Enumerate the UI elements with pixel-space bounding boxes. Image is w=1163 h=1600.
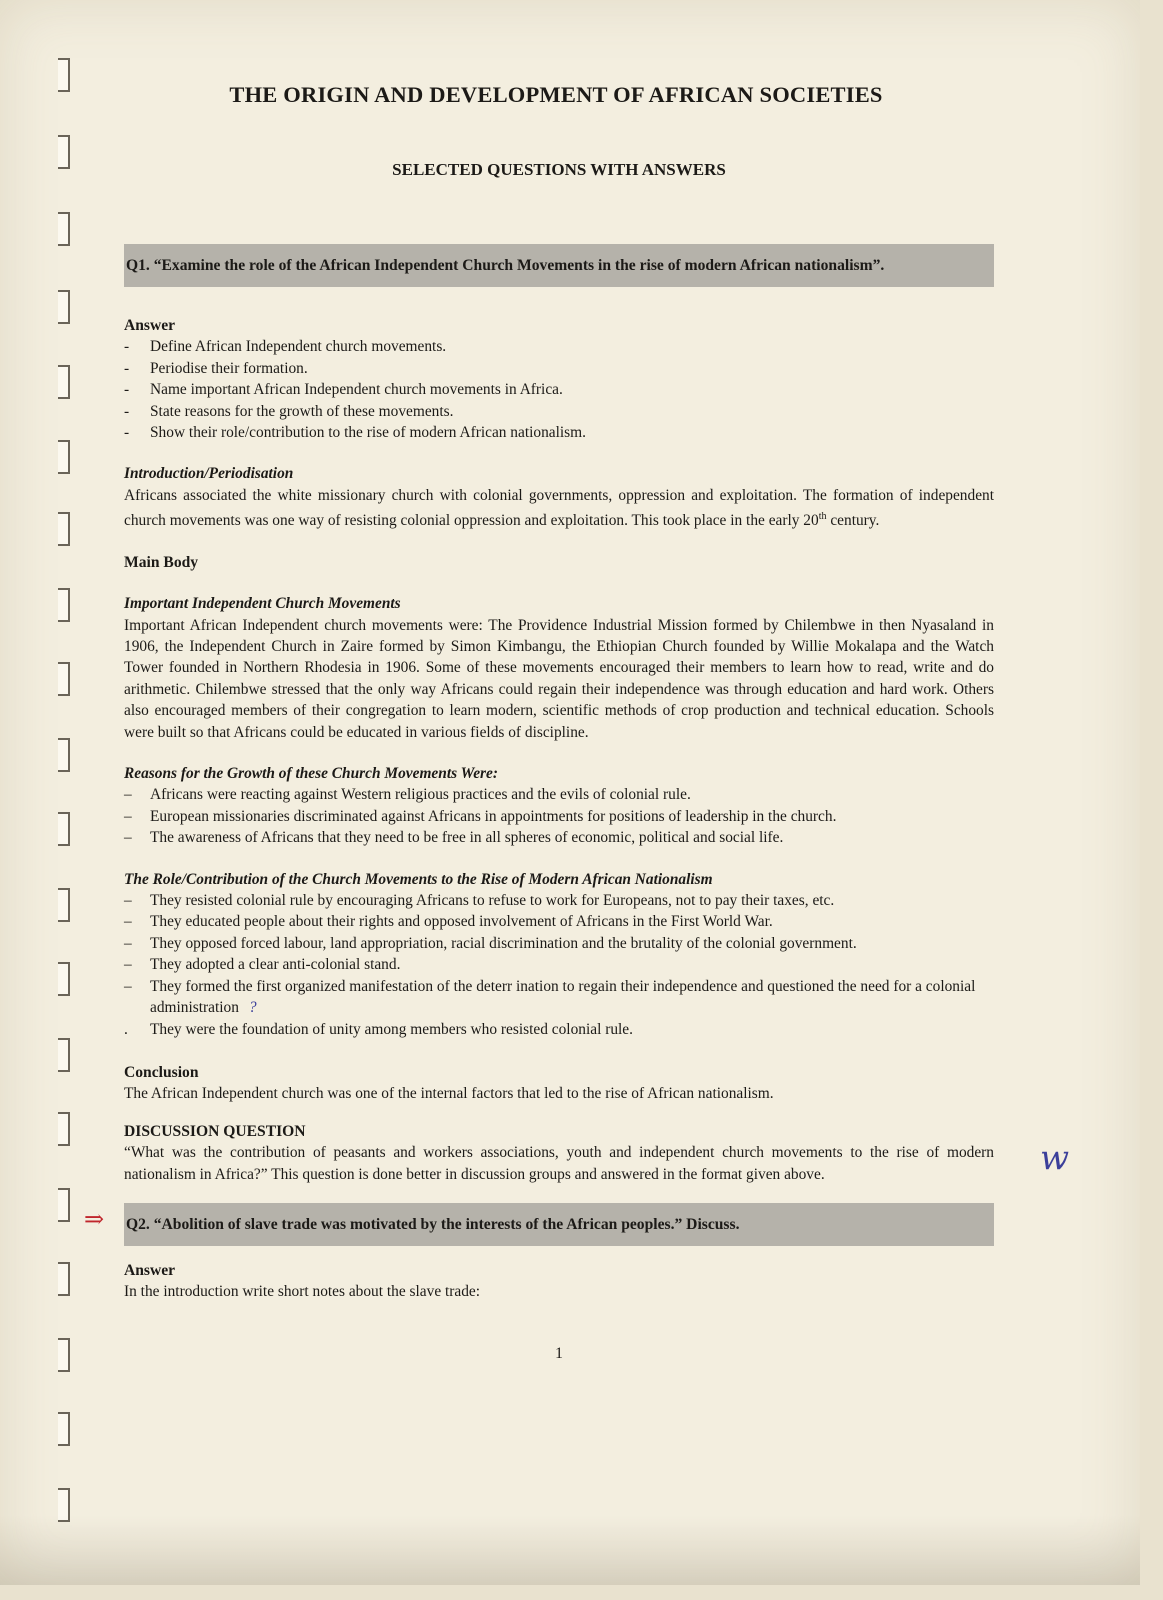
question-2-banner: ⇒ Q2. “Abolition of slave trade was motivated by the interests of the African peoples.” Discuss.	[124, 1203, 994, 1246]
red-arrow-icon: ⇒	[84, 1206, 105, 1233]
list-item: - Name important African Independent church movements in Africa.	[124, 381, 563, 399]
list-item: . They were the foundation of unity among members who resisted colonial rule.	[124, 1020, 633, 1038]
spiral-binding-holes	[28, 40, 72, 1560]
roles-list	[124, 890, 994, 1040]
document-content	[84, 80, 994, 1364]
list-item: - Define African Independent church movements.	[124, 338, 447, 356]
q1-answer-points	[124, 336, 994, 443]
list-item: – European missionaries discriminated against Africans in appointments for positions of leadership in the church.	[124, 807, 837, 825]
discussion-paragraph: “What was the contribution of peasants and workers associations, youth and independent church movements to the rise of modern nationalism in Africa?” This question is done better in discussion groups and answered in the format given above.	[124, 1144, 994, 1183]
list-item: – They formed the first organized manifestation of the deterr ination to regain their independence and questioned the need for a colonial administration ?	[124, 976, 994, 1019]
intro-heading: Introduction/Periodisation	[124, 465, 294, 483]
movements-paragraph: Important African Independent church movements were: The Providence Industrial Mission formed by Chilembwe in then Nyasaland in 1906, the Independent Church in Zaire formed by Simon Kimbangu, the Ethiopian Church founded by Willie Mokalapa and the Watch Tower founded in Northern Rhodesia in 1906. Some of these movements encouraged their members to learn how to read, write and do arithmetic. Chilembwe stressed that the only way Africans could regain their independence was through education and hard work. Others also encouraged members of their congregation to learn modern, scientific methods of crop production and technical education. Schools were built so that Africans could be educated in various fields of discipline.	[124, 616, 994, 741]
reasons-heading: Reasons for the Growth of these Church Movements Were:	[124, 765, 498, 783]
list-item: – They educated people about their rights and opposed involvement of Africans in the First World War.	[124, 913, 773, 931]
page-wear	[0, 1515, 1140, 1585]
document-title: THE ORIGIN AND DEVELOPMENT OF AFRICAN SOCIETIES	[229, 82, 883, 107]
q2-answer-label: Answer	[124, 1261, 176, 1279]
list-item: – They resisted colonial rule by encouraging Africans to refuse to work for Europeans, not to pay their taxes, etc.	[124, 892, 835, 910]
list-item: - Show their role/contribution to the rise of modern African nationalism.	[124, 424, 586, 442]
q1-answer-label: Answer	[124, 317, 176, 334]
handwritten-margin-mark: w	[1040, 1138, 1070, 1178]
movements-heading: Important Independent Church Movements	[124, 595, 401, 613]
list-item: - State reasons for the growth of these movements.	[124, 402, 454, 420]
discussion-label: DISCUSSION QUESTION	[124, 1122, 306, 1140]
role-heading: The Role/Contribution of the Church Movements to the Rise of Modern African Nationalism	[124, 870, 713, 888]
document-subtitle: SELECTED QUESTIONS WITH ANSWERS	[392, 160, 726, 179]
reasons-list	[124, 784, 994, 848]
intro-paragraph: Africans associated the white missionary church with colonial governments, oppression and exploitation. The formation of independent church movements was one way of resisting colonial oppression and exploitation. This took place in the early 20th century.	[124, 486, 994, 530]
conclusion-paragraph: The African Independent church was one of the internal factors that led to the rise of African nationalism.	[124, 1085, 774, 1103]
list-item: – They opposed forced labour, land appropriation, racial discrimination and the brutality of the colonial government.	[124, 934, 857, 952]
page-number: 1	[555, 1344, 563, 1362]
list-item: - Periodise their formation.	[124, 359, 308, 377]
list-item: – Africans were reacting against Western religious practices and the evils of colonial rule.	[124, 786, 691, 804]
conclusion-label: Conclusion	[124, 1063, 199, 1081]
list-item: – They adopted a clear anti-colonial stand.	[124, 956, 401, 974]
handwritten-question-mark: ?	[248, 999, 257, 1017]
q2-answer-paragraph: In the introduction write short notes about the slave trade:	[124, 1283, 481, 1301]
list-item: – The awareness of Africans that they need to be free in all spheres of economic, political and social life.	[124, 829, 784, 847]
question-1-banner: Q1. “Examine the role of the African Independent Church Movements in the rise of modern African nationalism”.	[124, 244, 994, 287]
main-body-label: Main Body	[124, 553, 199, 571]
